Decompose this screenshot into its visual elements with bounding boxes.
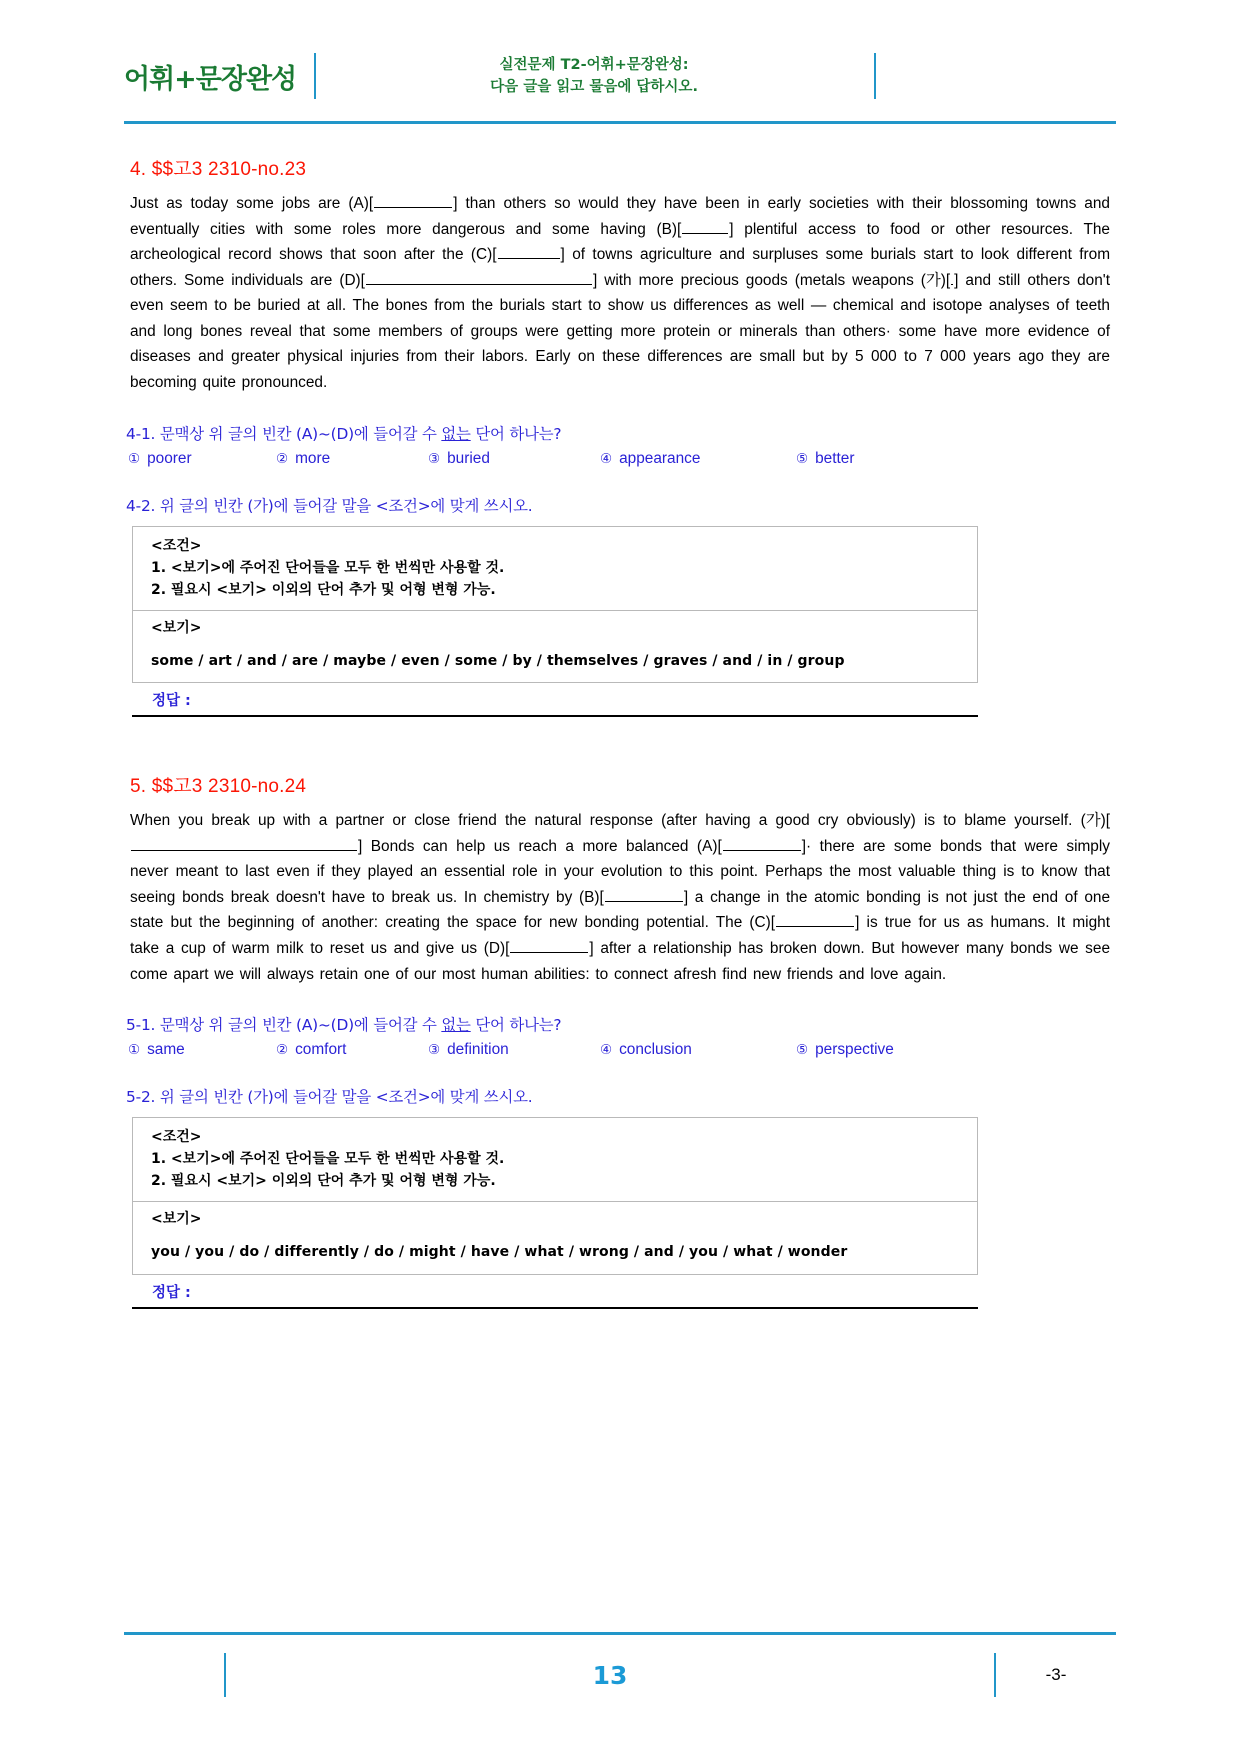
footer-page-marker: -3- [1045, 1665, 1067, 1684]
passage-4-part-2: ] plentiful access to food or other resources. The archeological record shows that soon after the (C)[ [130, 220, 1110, 264]
choice-number-icon: ⑤ [796, 1042, 809, 1059]
choice-label: more [295, 449, 331, 467]
question-block-5 [124, 771, 1116, 1309]
footer-rule [124, 1632, 1116, 1635]
choice-4-1-1[interactable] [128, 450, 276, 468]
condition-line-4-1: 1. <보기>에 주어진 단어들을 모두 한 번씩만 사용할 것. [151, 559, 505, 576]
question-title-4: 4. $$고3 2310-no.23 [130, 159, 307, 180]
blank-5-C[interactable] [776, 913, 854, 928]
sub-question-4-2 [126, 494, 1116, 516]
choice-number-icon: ② [276, 450, 289, 467]
blank-5-A[interactable] [723, 836, 801, 851]
blank-5-B[interactable] [605, 887, 683, 902]
sub-question-5-2-label: 5-2. [126, 1088, 156, 1107]
passage-5-part-3: ] a change in the atomic bonding is not just the end of one state but the beginning of another: creating the space for new bonding potential. The (C)[ [130, 888, 1111, 932]
passage-4-part-5: ] and still others don't even seem to be buried at all. The bones from the burials start to show us differences as well — chemical and isotope analyses of teeth and long bones reveal that some members of groups were getting more protein or minerals than others· some have more evidence of diseases and greater physical injuries from their labors. Early on these differences are small but by 5 000 to 7 000 years ago they are becoming quite pronounced. [130, 271, 1110, 391]
choice-label: same [147, 1041, 185, 1059]
passage-5 [130, 808, 1110, 987]
brand-title: 어휘+문장완성 [124, 63, 297, 95]
sub-question-5-1-text-a: 문맥상 위 글의 빈칸 (A)~(D)에 들어갈 수 [155, 1016, 442, 1035]
choice-list-4-1 [128, 450, 1116, 468]
header-title-line2: 다음 글을 읽고 물음에 답하시오. [490, 79, 698, 95]
blank-4-A[interactable] [374, 193, 452, 208]
choice-4-1-5[interactable] [796, 450, 956, 468]
choice-number-icon: ① [128, 1042, 141, 1059]
page-footer [124, 1640, 1116, 1710]
choice-label: buried [447, 449, 490, 467]
condition-box-5 [132, 1117, 978, 1201]
choice-5-1-3[interactable] [428, 1041, 600, 1059]
passage-4-part-0: Just as today some jobs are (A)[ [130, 195, 374, 212]
sub-question-4-1-label: 4-1. [126, 424, 156, 443]
blank-4-B[interactable] [682, 219, 728, 234]
choice-4-1-4[interactable] [600, 450, 796, 468]
choice-number-icon: ③ [428, 1042, 441, 1059]
passage-4-part-4: ] with more precious goods (metals weapons (가)[ [592, 271, 951, 289]
blank-5-D[interactable] [510, 938, 588, 953]
page-header [124, 36, 1116, 116]
choice-5-1-2[interactable] [276, 1041, 428, 1059]
footer-page-number: 13 [592, 1660, 628, 1690]
wordbank-tag-4: <보기> [151, 619, 202, 636]
choice-number-icon: ④ [600, 450, 613, 467]
passage-5-part-0: When you break up with a partner or close friend the natural response (after having a good cry obviously) is to blame yourself. (가)[ [130, 812, 1110, 830]
blank-4-D[interactable] [366, 270, 592, 285]
choice-number-icon: ② [276, 1042, 289, 1059]
condition-line-5-1: 1. <보기>에 주어진 단어들을 모두 한 번씩만 사용할 것. [151, 1151, 505, 1168]
condition-tag-5: <조건> [151, 1129, 202, 1146]
choice-number-icon: ④ [600, 1042, 613, 1059]
wordbank-words-5: you / you / do / differently / do / might / have / what / wrong / and / you / what / wonder [151, 1244, 848, 1261]
passage-5-part-1: ] Bonds can help us reach a more balanced (A)[ [358, 837, 722, 855]
choice-4-1-3[interactable] [428, 450, 600, 468]
passage-4-part-3: ] of towns agriculture and surpluses some burials start to look different from others. Some individuals are (D)[ [130, 246, 1111, 289]
choice-label: poorer [147, 449, 192, 467]
blank-5-ga[interactable] [131, 836, 357, 851]
header-rule [124, 121, 1116, 124]
condition-line-5-2: 2. 필요시 <보기> 이외의 단어 추가 및 어형 변형 가능. [151, 1173, 496, 1190]
condition-wrapper-5 [132, 1117, 978, 1309]
wordbank-tag-5: <보기> [151, 1211, 202, 1228]
choice-label: conclusion [619, 1041, 692, 1059]
sub-question-4-1-text-a: 문맥상 위 글의 빈칸 (A)~(D)에 들어갈 수 [155, 424, 442, 443]
choice-list-5-1 [128, 1041, 1116, 1059]
answer-row-5[interactable]: 정답 : [152, 1284, 191, 1301]
blank-4-ga[interactable] [951, 270, 953, 285]
header-title-line1: 실전문제 T2-어휘+문장완성: [499, 56, 689, 73]
choice-5-1-1[interactable] [128, 1041, 276, 1059]
header-subject-title [316, 54, 872, 99]
sub-question-4-1-text-b: 단어 하나는? [470, 424, 562, 443]
sub-question-4-2-label: 4-2. [126, 496, 156, 515]
question-title-5: 5. $$고3 2310-no.24 [130, 776, 307, 798]
answer-rule-5 [132, 1307, 978, 1309]
sub-question-4-2-text: 위 글의 빈칸 (가)에 들어갈 말을 <조건>에 맞게 쓰시오. [155, 496, 533, 515]
choice-label: better [815, 449, 855, 467]
answer-row-4[interactable]: 정답 : [152, 693, 191, 710]
condition-tag-4: <조건> [151, 537, 202, 554]
choice-number-icon: ⑤ [796, 450, 809, 467]
sub-question-5-1 [126, 1013, 1116, 1035]
condition-line-4-2: 2. 필요시 <보기> 이외의 단어 추가 및 어형 변형 가능. [151, 581, 496, 598]
sub-question-5-1-label: 5-1. [126, 1016, 156, 1035]
choice-5-1-4[interactable] [600, 1041, 796, 1059]
sub-question-4-1 [126, 422, 1116, 444]
condition-box-4 [132, 526, 978, 610]
passage-5-part-4: ] is true for us as humans. It might take a cup of warm milk to reset us and give us (D)[ [130, 914, 1110, 958]
passage-5-part-5: ] after a relationship has broken down. But however many bonds we see come apart we will always retain one of our most human abilities: to connect afresh find new friends and love again. [130, 940, 1110, 983]
sub-question-5-2-text: 위 글의 빈칸 (가)에 들어갈 말을 <조건>에 맞게 쓰시오. [155, 1088, 533, 1107]
passage-4-part-1: ] than others so would they have been in early societies with their blossoming towns and eventually cities with some roles more dangerous and some having (B)[ [130, 195, 1110, 238]
blank-4-C[interactable] [498, 245, 560, 260]
header-divider-right [874, 53, 876, 99]
sub-question-5-1-negation: 없는 [441, 1016, 471, 1035]
sub-question-4-1-negation: 없는 [441, 424, 471, 443]
condition-wrapper-4 [132, 526, 978, 718]
passage-4 [130, 191, 1110, 396]
choice-5-1-5[interactable] [796, 1041, 956, 1059]
sub-question-5-2 [126, 1085, 1116, 1107]
content-area [124, 140, 1116, 1309]
choice-label: comfort [295, 1041, 347, 1059]
wordbank-box-4 [132, 610, 978, 683]
choice-label: appearance [619, 449, 701, 467]
choice-label: definition [447, 1041, 509, 1059]
choice-label: perspective [815, 1041, 894, 1059]
passage-5-part-2: ]· there are some bonds that were simply never meant to last even if they played an essential role in your evolution to this point. Perhaps the most valuable thing is to know that seeing bonds break doesn't have to break us. In chemistry by (B)[ [130, 837, 1110, 906]
sub-question-5-1-text-b: 단어 하나는? [470, 1016, 562, 1035]
wordbank-words-4: some / art / and / are / maybe / even / some / by / themselves / graves / and / in / group [151, 652, 845, 669]
choice-4-1-2[interactable] [276, 450, 428, 468]
block-gap [124, 717, 1116, 757]
choice-number-icon: ③ [428, 450, 441, 467]
choice-number-icon: ① [128, 450, 141, 467]
question-block-4 [124, 154, 1116, 717]
wordbank-box-5 [132, 1201, 978, 1274]
